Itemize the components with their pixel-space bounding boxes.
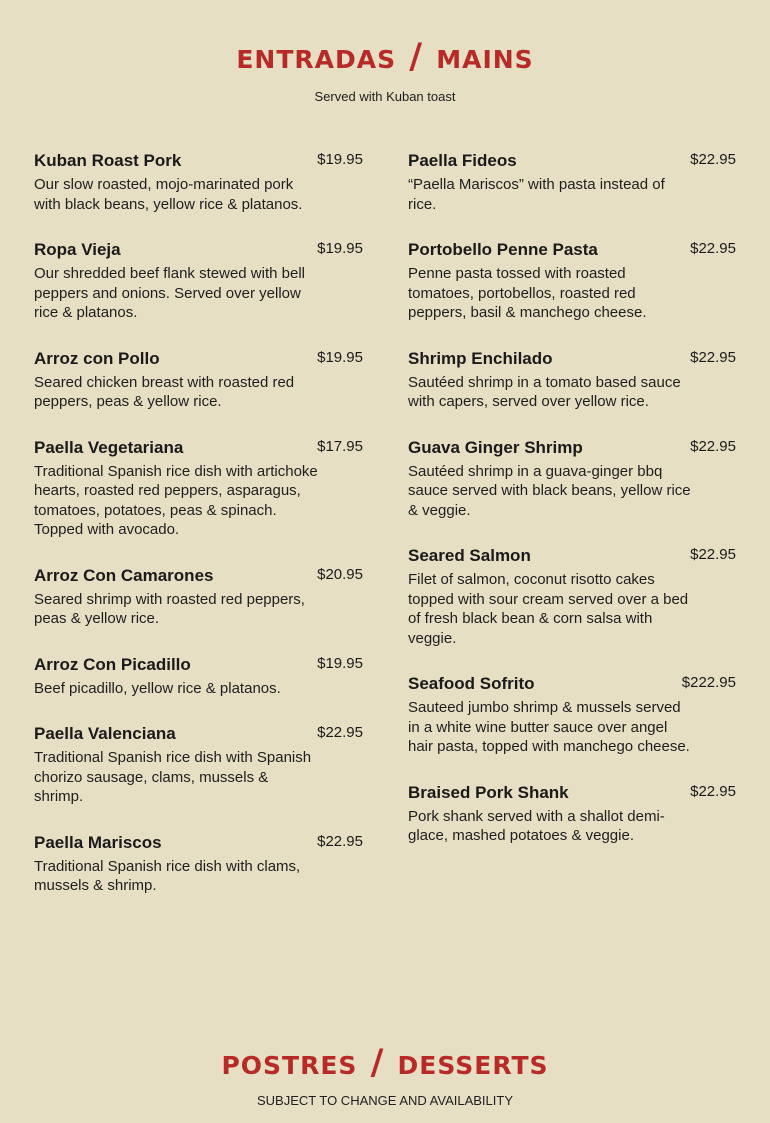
menu-item-name: Arroz Con Camarones — [34, 565, 214, 585]
menu-item — [408, 239, 736, 323]
menu-column-right — [408, 150, 736, 871]
menu-item-price: $19.95 — [317, 348, 363, 366]
menu-item-price: $19.95 — [317, 151, 363, 168]
menu-item-price: $17.95 — [317, 437, 363, 455]
menu-item-name: Shrimp Enchilado — [408, 348, 553, 368]
menu-item-description: Penne pasta tossed with roasted tomatoes, portobellos, roasted red peppers, basil & manchego cheese. — [408, 265, 647, 321]
menu-item-price: $22.95 — [690, 151, 736, 168]
menu-item-price: $20.95 — [317, 565, 363, 583]
menu-item-description: Seared chicken breast with roasted red peppers, peas & yellow rice. — [34, 373, 295, 410]
menu-item-description: Traditional Spanish rice dish with Spanish chorizo sausage, clams, mussels & shrimp. — [34, 749, 312, 805]
menu-item-price: $22.95 — [690, 546, 736, 563]
menu-item-description: Our slow roasted, mojo-marinated pork with black beans, yellow rice & platanos. — [34, 176, 303, 213]
menu-item-name: Paella Vegetariana — [34, 437, 184, 457]
menu-item-name: Kuban Roast Pork — [34, 151, 182, 170]
desserts-section-title: postres / desserts — [221, 1043, 549, 1083]
menu-item-name: Arroz Con Picadillo — [34, 654, 191, 674]
menu-item-description: Sautéed shrimp in a guava-ginger bbq sauce served with black beans, yellow rice & veggie. — [408, 462, 691, 519]
menu-item — [34, 348, 363, 412]
menu-item-price: $19.95 — [317, 654, 363, 672]
menu-item-description: Traditional Spanish rice dish with clams, mussels & shrimp. — [34, 857, 301, 894]
menu-item — [34, 832, 363, 896]
menu-item-description: Our shredded beef flank stewed with bell peppers and onions. Served over yellow rice & platanos. — [34, 265, 305, 321]
menu-item-price: $22.95 — [690, 348, 736, 366]
menu-item — [34, 239, 363, 323]
menu-item — [408, 150, 736, 214]
menu-item-description: Sauteed jumbo shrimp & mussels served in a white wine butter sauce over angel hair pasta, topped with manchego cheese. — [408, 699, 690, 755]
menu-item-price: $222.95 — [681, 674, 736, 691]
menu-item-description: Traditional Spanish rice dish with artichoke hearts, roasted red peppers, asparagus, tomatoes, potatoes, peas & spinach. Topped with avocado. — [34, 462, 318, 538]
menu-item-description: Seared shrimp with roasted red peppers, peas & yellow rice. — [34, 590, 305, 627]
menu-item-description: Filet of salmon, coconut risotto cakes topped with sour cream served over a bed of fresh black bean & corn salsa with veggie. — [408, 571, 689, 647]
menu-item-price: $22.95 — [317, 832, 363, 850]
menu-item-description: “Paella Mariscos” with pasta instead of rice. — [408, 176, 665, 213]
menu-item-name: Paella Valenciana — [34, 724, 176, 743]
menu-item — [408, 782, 736, 846]
menu-item-name: Braised Pork Shank — [408, 782, 569, 802]
menu-item-name: Paella Fideos — [408, 151, 517, 170]
menu-item-name: Portobello Penne Pasta — [408, 240, 598, 259]
menu-item — [408, 437, 736, 521]
menu-item-price: $22.95 — [690, 240, 736, 257]
menu-item-name: Ropa Vieja — [34, 240, 121, 259]
menu-item-price: $19.95 — [317, 240, 363, 257]
menu-item-price: $22.95 — [690, 782, 736, 800]
menu-item — [34, 565, 363, 629]
mains-subtitle: Served with Kuban toast — [314, 89, 456, 104]
mains-section-title: entradas / mains — [236, 37, 534, 77]
menu-item-description: Sautéed shrimp in a tomato based sauce with capers, served over yellow rice. — [408, 373, 681, 410]
menu-item — [34, 723, 363, 807]
menu-item — [408, 348, 736, 412]
menu-item-price: $22.95 — [317, 724, 363, 741]
menu-item-description: Beef picadillo, yellow rice & platanos. — [34, 679, 281, 697]
menu-item — [408, 545, 736, 648]
menu-item-name: Guava Ginger Shrimp — [408, 437, 583, 457]
menu-item-name: Paella Mariscos — [34, 832, 162, 852]
menu-column-left — [34, 150, 363, 921]
menu-item — [34, 150, 363, 214]
menu-item — [34, 437, 363, 540]
menu-item-description: Pork shank served with a shallot demi-glace, mashed potatoes & veggie. — [408, 807, 665, 844]
desserts-subtitle: SUBJECT TO CHANGE AND AVAILABILITY — [257, 1093, 513, 1108]
menu-item-name: Seared Salmon — [408, 546, 531, 565]
menu-item — [408, 673, 736, 757]
menu-item — [34, 654, 363, 699]
menu-item-price: $22.95 — [690, 437, 736, 455]
menu-item-name: Seafood Sofrito — [408, 674, 535, 693]
menu-item-name: Arroz con Pollo — [34, 348, 160, 368]
